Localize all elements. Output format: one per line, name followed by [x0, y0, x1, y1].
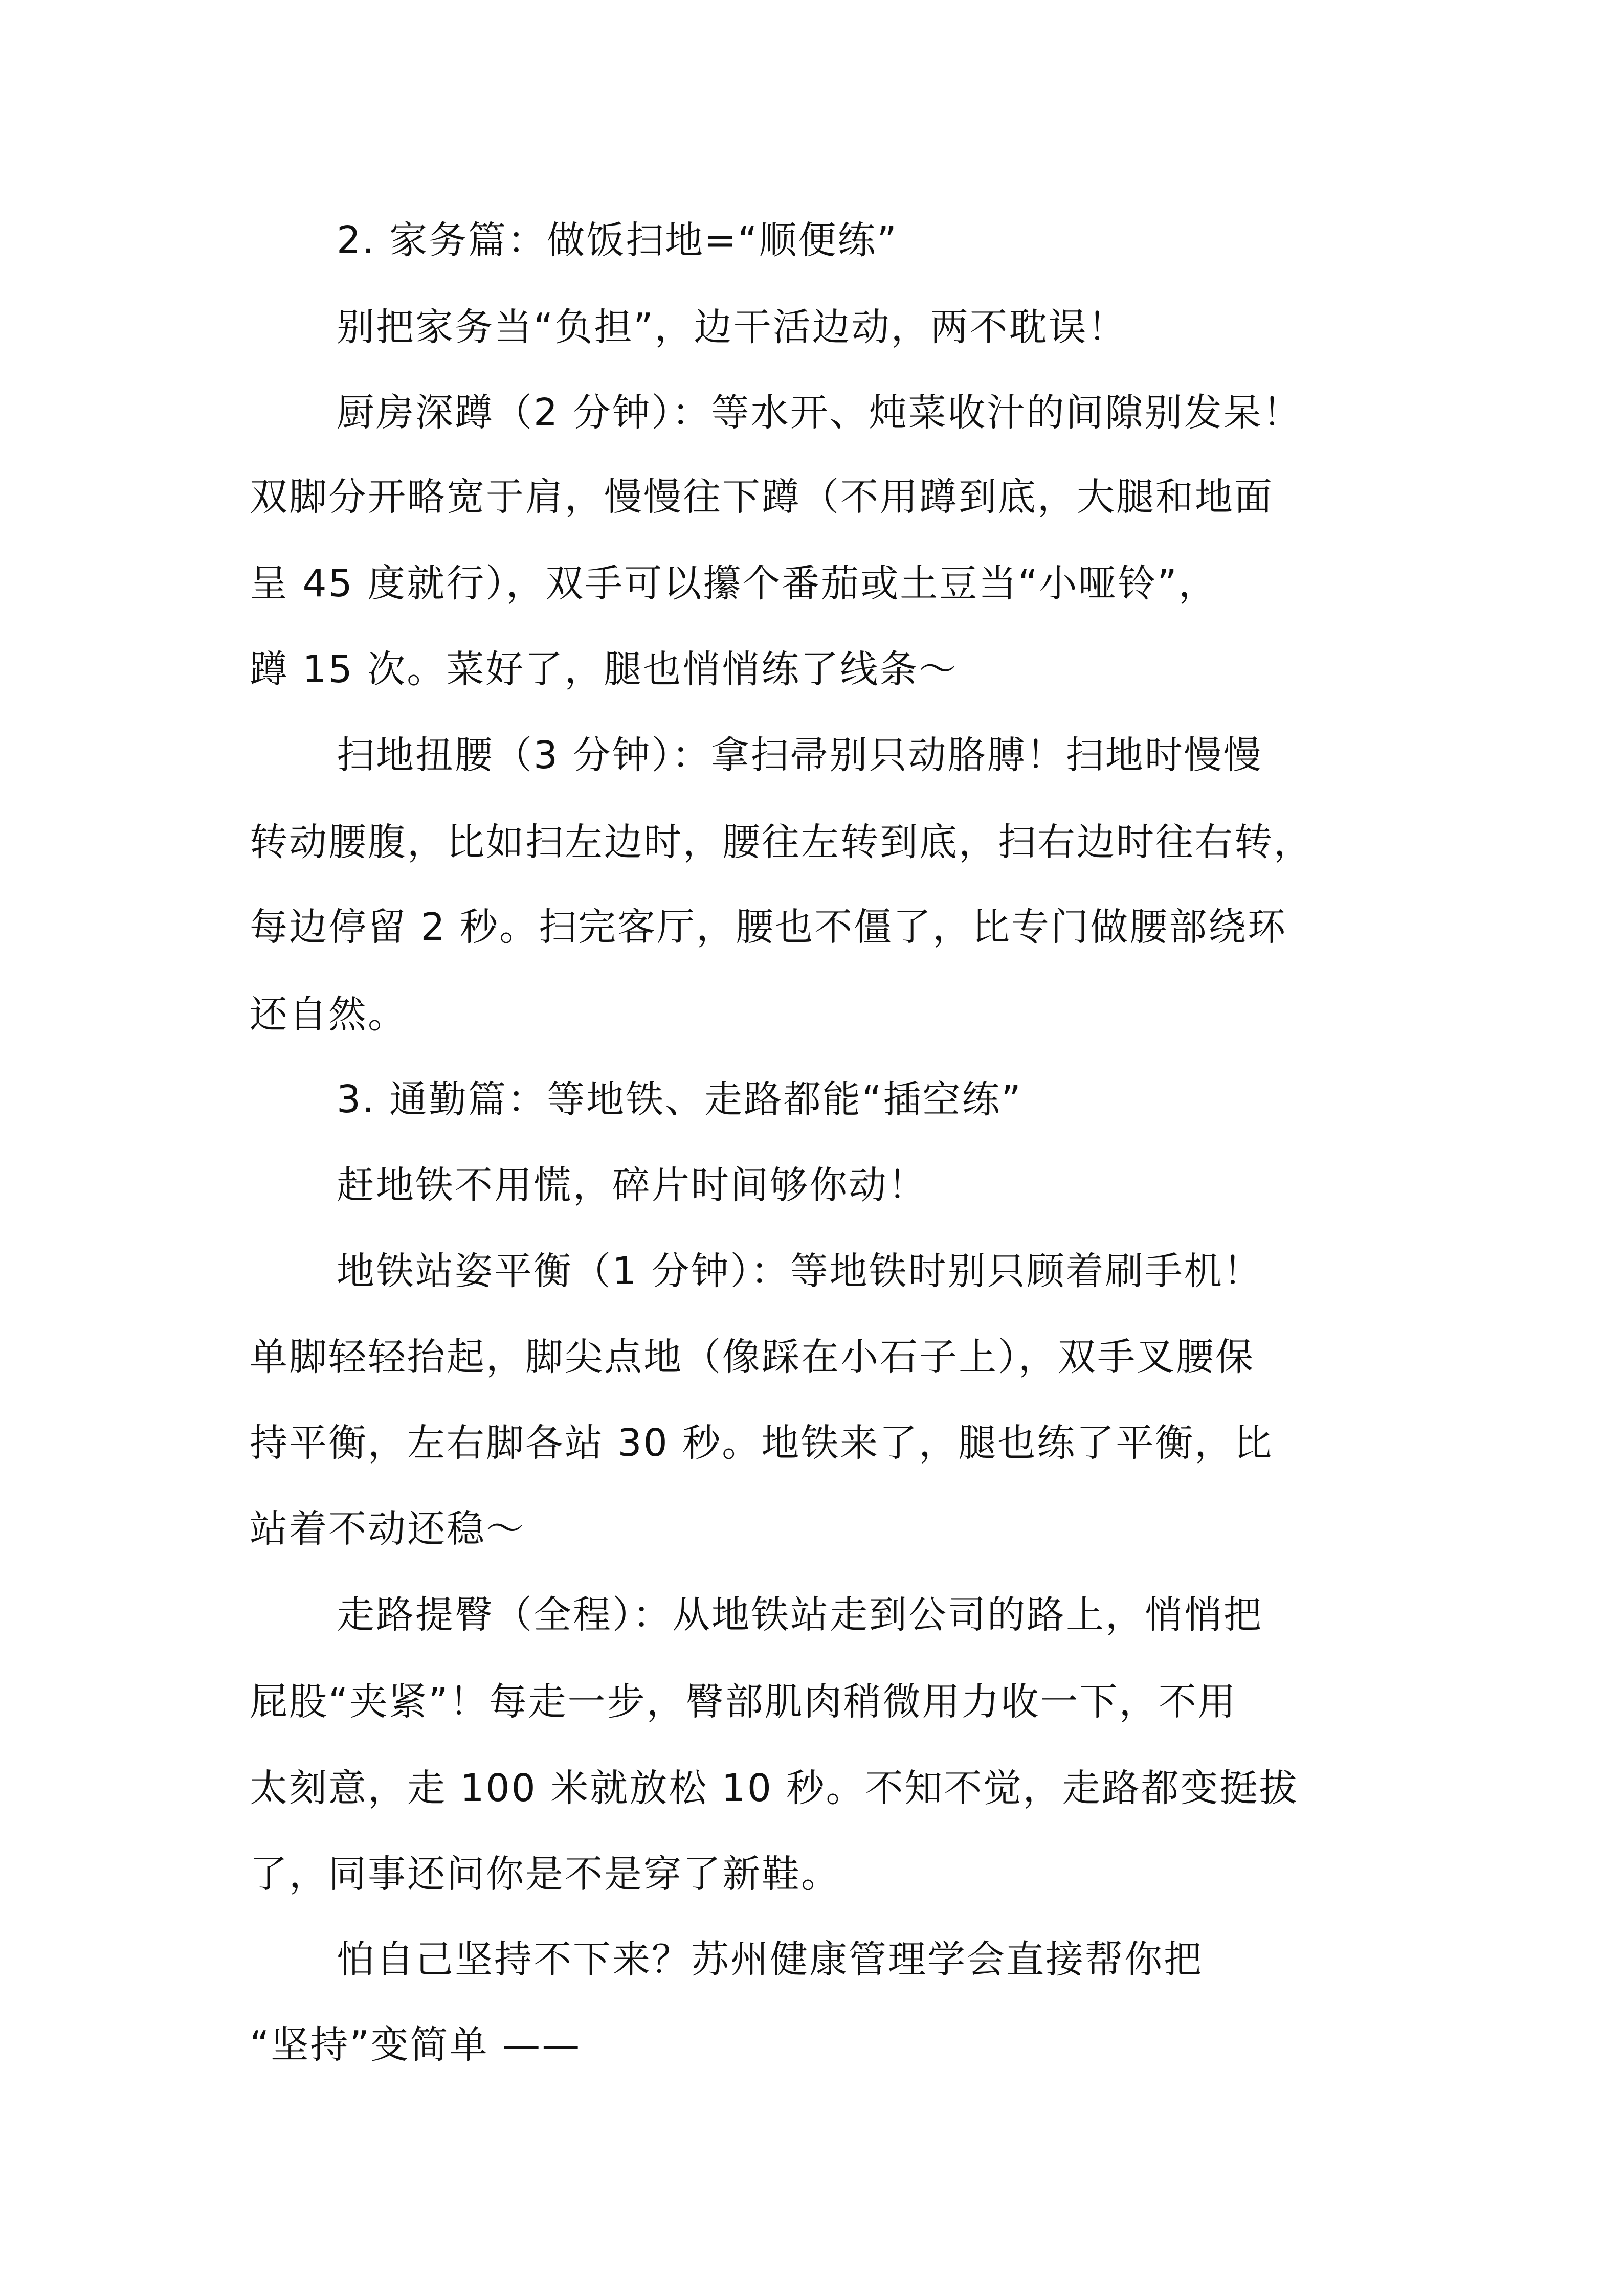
sweep-twist-line-2: 转动腰腹，比如扫左边时，腰往左转到底，扫右边时往右转，	[250, 820, 1313, 864]
sweep-twist-line-1: 扫地扭腰（3 分钟）：拿扫帚别只动胳膊！扫地时慢慢	[337, 733, 1263, 777]
sweep-twist-line-4: 还自然。	[250, 993, 407, 1037]
closing-line-1: 怕自己坚持不下来？苏州健康管理学会直接帮你把	[337, 1938, 1203, 1982]
sweep-twist-line-3: 每边停留 2 秒。扫完客厅，腰也不僵了，比专门做腰部绕环	[250, 905, 1287, 949]
subway-balance-line-3: 持平衡，左右脚各站 30 秒。地铁来了，腿也练了平衡，比	[250, 1421, 1274, 1465]
walk-glute-line-4: 了，同事还问你是不是穿了新鞋。	[250, 1852, 840, 1896]
subway-balance-line-1: 地铁站姿平衡（1 分钟）：等地铁时别只顾着刷手机！	[337, 1249, 1263, 1293]
kitchen-squat-line-3: 呈 45 度就行），双手可以攥个番茄或土豆当“小哑铃”，	[250, 561, 1218, 605]
kitchen-squat-line-4: 蹲 15 次。菜好了，腿也悄悄练了线条～	[250, 647, 959, 691]
walk-glute-line-2: 屁股“夹紧”！每走一步，臀部肌肉稍微用力收一下，不用	[250, 1680, 1237, 1724]
section3-heading: 3. 通勤篇：等地铁、走路都能“插空练”	[337, 1077, 1022, 1121]
walk-glute-line-3: 太刻意，走 100 米就放松 10 秒。不知不觉，走路都变挺拔	[250, 1766, 1299, 1810]
subway-balance-line-2: 单脚轻轻抬起，脚尖点地（像踩在小石子上），双手叉腰保	[250, 1335, 1255, 1379]
walk-glute-line-1: 走路提臀（全程）：从地铁站走到公司的路上，悄悄把	[337, 1593, 1263, 1637]
kitchen-squat-line-2: 双脚分开略宽于肩，慢慢往下蹲（不用蹲到底，大腿和地面	[250, 475, 1274, 519]
kitchen-squat-line-1: 厨房深蹲（2 分钟）：等水开、炖菜收汁的间隙别发呆！	[337, 391, 1302, 435]
closing-line-2: “坚持”变简单 ——	[250, 2023, 582, 2067]
subway-balance-line-4: 站着不动还稳～	[250, 1507, 525, 1551]
section2-heading: 2. 家务篇：做饭扫地=“顺便练”	[337, 218, 898, 262]
section3-intro: 赶地铁不用慌，碎片时间够你动！	[337, 1163, 927, 1207]
section2-intro: 别把家务当“负担”，边干活边动，两不耽误！	[337, 305, 1127, 349]
